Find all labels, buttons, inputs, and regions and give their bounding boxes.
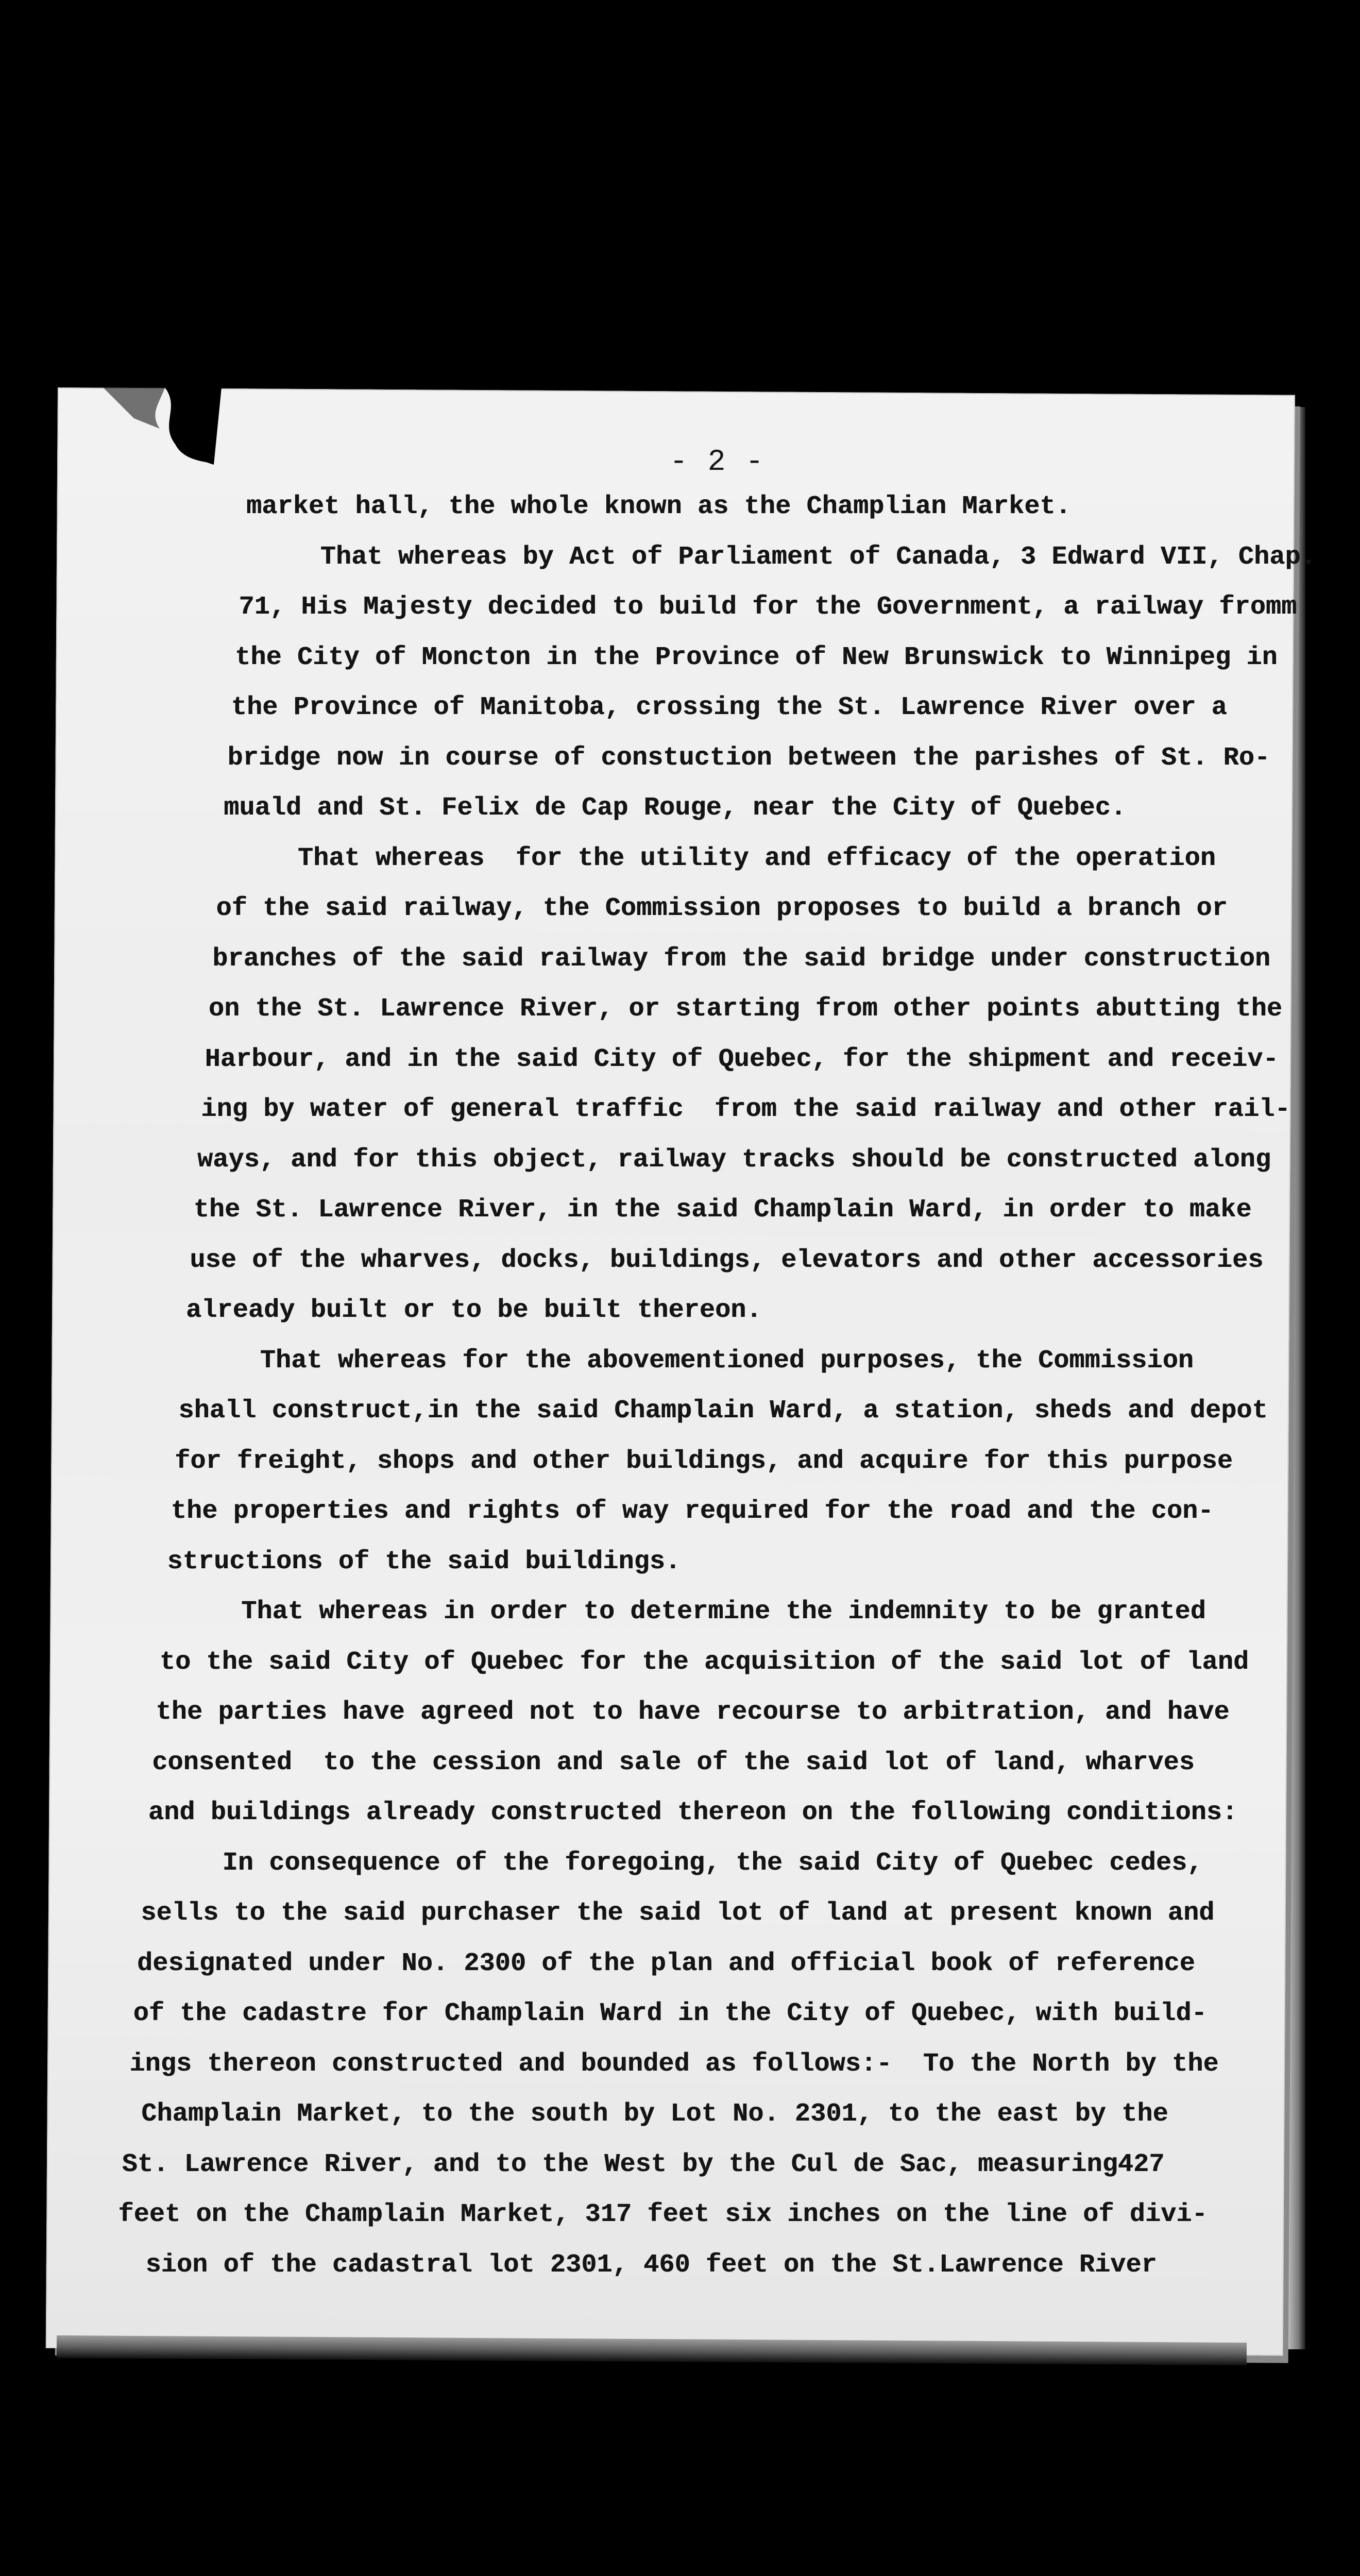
text-line: the properties and rights of way required for the road and the con- bbox=[171, 1497, 1214, 1526]
text-line: market hall, the whole known as the Champlian Market. bbox=[246, 492, 1071, 521]
text-line: use of the wharves, docks, buildings, elevators and other accessories bbox=[190, 1245, 1264, 1275]
text-line: already built or to be built thereon. bbox=[186, 1296, 762, 1325]
text-line: the Province of Manitoba, crossing the St. Lawrence River over a bbox=[231, 693, 1227, 722]
text-line: consented to the cession and sale of the said lot of land, wharves bbox=[152, 1748, 1195, 1777]
text-line: That whereas for the utility and efficacy of the operation bbox=[219, 843, 1216, 873]
text-line: ing by water of general traffic from the said railway and other rail- bbox=[201, 1095, 1290, 1124]
text-line: In consequence of the foregoing, the said City of Quebec cedes, bbox=[144, 1848, 1203, 1878]
torn-corner-mark bbox=[103, 387, 222, 465]
text-line: ings thereon constructed and bounded as follows:- To the North by the bbox=[129, 2049, 1219, 2079]
text-line: structions of the said buildings. bbox=[167, 1547, 681, 1577]
text-line: sion of the cadastral lot 2301, 460 feet on the St.Lawrence River bbox=[114, 2250, 1157, 2280]
text-line: St. Lawrence River, and to the West by the Cul de Sac, measuring427 bbox=[122, 2149, 1165, 2179]
text-line: branches of the said railway from the said bridge under construction bbox=[212, 944, 1271, 974]
text-line: That whereas by Act of Parliament of Canada, 3 Edward VII, Chap. bbox=[242, 542, 1316, 572]
text-line: the parties have agreed not to have recourse to arbitration, and have bbox=[156, 1698, 1230, 1727]
text-line: the City of Moncton in the Province of New Brunswick to Winnipeg in bbox=[235, 642, 1278, 672]
text-line: bridge now in course of constuction between the parishes of St. Ro- bbox=[227, 743, 1270, 773]
text-line: ways, and for this object, railway tracks should be constructed along bbox=[197, 1145, 1271, 1175]
text-line: to the said City of Quebec for the acquisition of the said lot of land bbox=[159, 1647, 1249, 1677]
text-line: shall construct,in the said Champlain Ward, a station, sheds and depot bbox=[178, 1396, 1268, 1426]
text-line: feet on the Champlain Market, 317 feet six inches on the line of divi- bbox=[118, 2200, 1208, 2229]
text-line: Champlain Market, to the south by Lot No. 2301, to the east by the bbox=[126, 2099, 1168, 2129]
text-line: and buildings already constructed thereon on the following conditions: bbox=[148, 1798, 1238, 1827]
text-line: for freight, shops and other buildings, and acquire for this purpose bbox=[175, 1446, 1233, 1476]
text-line: Harbour, and in the said City of Quebec, for the shipment and receiv- bbox=[205, 1044, 1279, 1074]
text-line: the St. Lawrence River, in the said Champlain Ward, in order to make bbox=[193, 1195, 1252, 1225]
text-line: designated under No. 2300 of the plan and official book of reference bbox=[137, 1948, 1195, 1978]
text-line: That whereas in order to determine the indemnity to be granted bbox=[163, 1597, 1206, 1626]
text-line: sells to the said purchaser the said lot of land at present known and bbox=[141, 1899, 1215, 1928]
text-line: on the St. Lawrence River, or starting from other points abutting the bbox=[208, 994, 1283, 1024]
page-number: - 2 - bbox=[670, 446, 765, 479]
text-line: of the cadastre for Champlain Ward in the City of Quebec, with build- bbox=[133, 1999, 1207, 2028]
text-line: muald and St. Felix de Cap Rouge, near the City of Quebec. bbox=[224, 793, 1127, 823]
text-line: That whereas for the abovementioned purposes, the Commission bbox=[182, 1346, 1194, 1376]
text-line: 71, His Majesty decided to build for the Government, a railway fromm bbox=[239, 592, 1297, 622]
text-line: of the said railway, the Commission proposes to build a branch or bbox=[216, 894, 1228, 923]
